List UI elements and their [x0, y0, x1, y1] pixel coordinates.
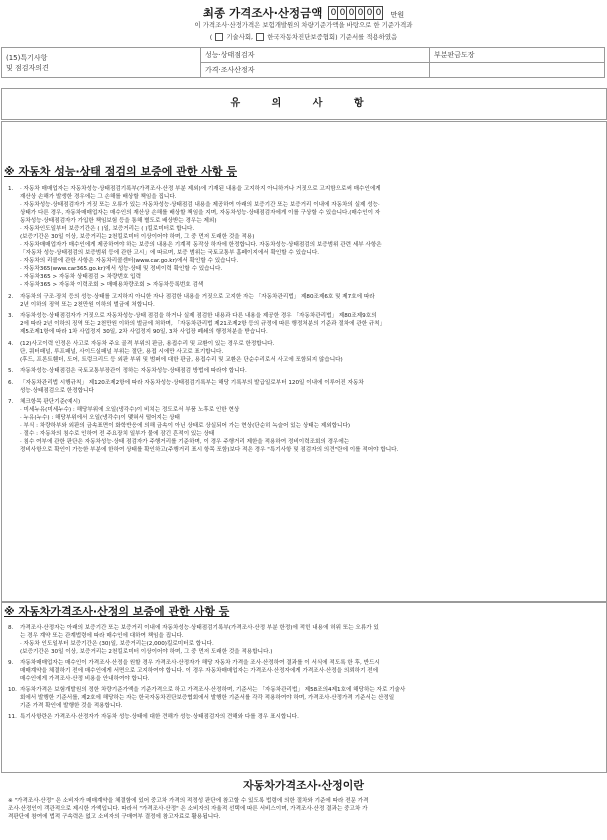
- price-digit[interactable]: 0: [337, 6, 347, 20]
- inspector-label: 성능·상태점검자: [201, 48, 430, 63]
- item-text-line: 회에서 발행한 기준서를, 제2호에 해당하는 자는 한국자동차진단보증협회에서 발행한 기준서를 각각 적용하여야 하며, 가격조사·산정가격 기준서는 산정일: [20, 695, 395, 701]
- notice-item: [8, 185, 602, 289]
- price-digit-boxes[interactable]: [329, 6, 383, 20]
- item-text-line: - 자동차365 > 자동차 이력조회 > 매매용차량조회 > 자동차등록번호 검색: [20, 282, 204, 288]
- notice-item: [8, 713, 602, 721]
- item-text-line: (12)사고이력 인정은 사고로 자동차 주요 골격 부위의 판금, 용접수리 및 교환이 있는 경우로 한정합니다.: [20, 340, 275, 347]
- item-text-line: 자동차가격은 보험개발원의 정한 차량기준가액을 기준가격으로 하고 가격조사·산정하며, 기준서는 「자동차관리법」 제58조의4제1호에 해당하는 자로 기술사: [20, 687, 406, 693]
- item-number: 6.: [8, 379, 14, 386]
- option-diagnosis-association: 한국자동차진단보증협회) 기준서를 적용하였음: [267, 33, 398, 41]
- item-text-line: · 자동차매매업자가 매수인에게 제공하여야 하는 보증의 내용은 기계적 동작상 하자에 한정합니다. 자동차성능·상태점검의 보증범위 관련 세부 사항은: [20, 242, 382, 248]
- section2-items: [8, 624, 602, 724]
- final-price-title: 최종 가격조사·산정금액: [202, 6, 323, 20]
- item-text-line: 매수인에게 가격조사·산정 비용을 안내하여야 합니다.: [20, 676, 150, 682]
- notice-item: [8, 659, 602, 683]
- item-text-line: · 자동차성능·상태점검자가 거짓 또는 오류가 있는 자동차성능·상태점검 내용을 제공하여 아래의 보증기간 또는 보증거리 이내에 자동차의 실제 성능·: [20, 202, 380, 208]
- item-number: 2.: [8, 293, 14, 300]
- notice-item: [8, 367, 602, 375]
- price-digit[interactable]: 0: [364, 6, 374, 20]
- price-unit: 만원: [390, 11, 405, 19]
- item-text-line: 체크항목 판단기준(예시): [20, 399, 81, 405]
- item-text-line: (보증기간은 30일 이상, 보증거리는 2천킬로미터 이상이어야 하며, 그 중 먼저 도래한 것을 적용합니다.): [20, 649, 273, 655]
- item-text-line: 정비사항으로 확인이 가능한 부분에 한하여 상태를 확인하고(주행거리 표시 항목 포함)보다 적은 경우 "특기사항 및 점검자의 의견"란에 이를 적어야 합니다.: [20, 447, 399, 453]
- item-text-line: 기준 가격 확인에 발행한 것을 적용합니다.: [20, 703, 123, 709]
- item-text-line: 특기사항란은 가격조사·산정자가 자동차 성능·상태에 대한 견해가 성능·상태점검자의 견해와 다를 경우 표시합니다.: [20, 714, 299, 720]
- item-number: 1.: [8, 186, 14, 192]
- price-digit[interactable]: 0: [346, 6, 356, 20]
- special-notes-label: (15)특기사항 및 점검자의견: [2, 48, 201, 78]
- item-text-line: · 자동차 매매업자는 자동차성능·상태점검기록부(가격조사·산정 부분 제외)에 기재된 내용을 고지하지 아니하거나 거짓으로 고지함으로써 매수인에게: [20, 186, 381, 192]
- item-text-line: 자동차성능·상태점검은 국토교통부장관이 정하는 자동차성능·상태점검 방법에 따라야 합니다.: [20, 368, 247, 374]
- item-text-line: · 자동차의 리콜에 관한 사항은 자동차리콜센터(www.car.go.kr)에서 확인할 수 있습니다.: [20, 258, 239, 264]
- appraiser-field[interactable]: [430, 63, 605, 78]
- item-text-line: 자동차매매업자는 매수인이 가격조사·산정을 원할 경우 가격조사·산정자가 해당 자동차 가격을 조사·산정하여 결과를 이 서식에 적도록 한 후, 반드시: [20, 660, 380, 666]
- item-text-line: · 미세누유(미세누수) : 해당부위에 오일(냉각수)이 비치는 정도로서 부품 노후로 인한 현상: [20, 407, 240, 413]
- item-text-line: 동차성능·상태점검자가 가입한 책임보험 등을 통해 별도로 배상받는 경우는 제외): [20, 218, 217, 224]
- notice-item: [8, 340, 602, 364]
- notice-item: [8, 379, 602, 395]
- definition-text-line: ※ "가격조사·산정" 은 소비자가 매매계약을 체결함에 있어 중고차 가격의 적정성 판단에 참고할 수 있도록 법령에 의한 절차와 기준에 따라 전문 가격: [8, 798, 369, 804]
- item-number: 7.: [8, 399, 14, 405]
- item-text-line: 자동차의 구조·장치 등의 성능·상태를 고지하지 아니한 자나 점검한 내용을 거짓으로 고지한 자는 「자동차관리법」 제80조제6호 및 제7호에 따라: [20, 293, 375, 300]
- item-text-line: 재산상 손해가 발생한 경우에는 그 손해를 배상할 책임을 집니다.: [20, 194, 177, 200]
- item-number: 8.: [8, 625, 14, 631]
- item-text-line: 2년 이하의 징역 또는 2천만원 이하의 벌금에 처합니다.: [20, 301, 155, 308]
- notice-item: [8, 293, 602, 309]
- notice-item: [8, 398, 602, 454]
- item-text-line: 성능·상태점검으로 한정합니다: [20, 387, 94, 394]
- item-text-line: · 자동차365(www.car365.go.kr)에서 성능·상태 및 정비이력 확인할 수 있습니다.: [20, 266, 223, 272]
- item-text-line: · 절수 : 자동차의 침수로 인하여 전 주요장치 일부가 물에 잠긴 흔적이 있는 상태: [20, 431, 215, 437]
- item-number: 9.: [8, 660, 14, 666]
- item-text-line: 「자동차 성능·상태점검의 보증범위 등에 관한 고시」에 따르며, 보증 범위는 국토교통부 홈페이지에서 확인할 수 있습니다.: [20, 250, 320, 256]
- item-text-line: (후드, 프론트휀더, 도어, 트렁크리드 등 외판 부위 및 범퍼에 대한 판금, 용접수리 및 교환은 단순수리로서 사고에 포함되지 않습니다): [20, 356, 343, 363]
- item-number: 4.: [8, 340, 14, 347]
- item-number: 3.: [8, 313, 14, 319]
- item-text-line: · 자동차 인도일부터 보증기간은 (30)일, 보증거리는(2,000)킬로미터로 합니다.: [20, 641, 214, 647]
- item-text-line: 「자동차관리법 시행규칙」 제120조제2항에 따라 자동차성능·상태점검기록부는 해당 기록부의 발급일로부터 120일 이내에 이루어진 자동차: [20, 379, 364, 386]
- item-number: 5.: [8, 368, 14, 374]
- item-text-line: · 자동차인도일부터 보증기간은 ( )일, 보증거리는 ( )킬로미터로 합니다.: [20, 226, 195, 232]
- appraisal-definition-text: [8, 797, 602, 821]
- item-number: 10.: [8, 687, 17, 693]
- section1-heading: ※ 자동차 성능·상태 점검의 보증에 관한 사항 등: [4, 165, 237, 178]
- definition-text-line: 격판단에 참여에 법적 구속력은 없고 소비자의 구매여부 결정에 참고자료로 활용됩니다.: [8, 814, 221, 820]
- item-text-line: - 자동차365 > 자동차 상태점검 > 차량번호 입력: [20, 274, 141, 280]
- price-digit[interactable]: 0: [373, 6, 383, 20]
- special-notes-table: [1, 47, 605, 78]
- definition-text-line: 조사·산정인이 객관적으로 제시한 가액입니다. 따라서 "가격조사·산정" 은 소비자의 자율적 선택에 따른 서비스이며, 가격조사·산정 결과는 중고차 가: [8, 806, 368, 812]
- checkbox-diagnosis-association[interactable]: [256, 33, 264, 41]
- item-text-line: · 침수 여부에 관한 판단은 자동차성능·상태 점검자가 주행거리를 기준하며, 이 경우 주행거리 제한을 적용하여 정비이력조회의 경우에는: [20, 439, 350, 445]
- item-text-line: 상태가 다른 경우, 자동차매매업자는 매수인의 재산상 손해를 배상할 책임을 지며, 자동차성능·상태점검자에게 이를 구상할 수 있습니다.(매수인이 자: [20, 210, 381, 216]
- section1-items: [8, 185, 602, 458]
- notice-item: [8, 686, 602, 710]
- notice-item: [8, 624, 602, 656]
- appraisal-definition-title: 자동차가격조사·산정이란: [242, 779, 365, 792]
- item-text-line: · 누유(누수) : 해당부위에서 오일(냉각수)이 맺혀서 떨어지는 상태: [20, 415, 180, 421]
- item-text-line: 자동차성능·상태점검자가 거짓으로 자동차성능·상태 점검을 하거나 실제 점검한 내용과 다른 내용을 제공한 경우 「자동차관리법」 제80조제9호의: [20, 313, 377, 319]
- final-price-header: [0, 2, 607, 21]
- item-number: 11.: [8, 714, 17, 720]
- price-digit[interactable]: 0: [328, 6, 338, 20]
- price-digit[interactable]: 0: [355, 6, 365, 20]
- notice-title: 유 의 사 항: [1, 88, 607, 120]
- item-text-line: 가격조사·산정자는 아래의 보증기간 또는 보증거리 이내에 자동차성능·상태점검기록부(가격조사·산정 부분 한정)에 적힌 내용에 허위 또는 오류가 있: [20, 625, 379, 631]
- item-text-line: 는 경우 계약 또는 관계법령에 따라 매수인에 대하여 책임을 집니다.: [20, 633, 184, 639]
- price-basis-note: 이 가격조사·산정가격은 보험개발원의 차량기준가액을 바탕으로 한 기준가격과: [194, 21, 413, 29]
- partial-paint-label: 부분판금도장: [430, 48, 605, 63]
- section2-heading: ※ 자동차가격조사·산정의 보증에 관한 사항 등: [4, 605, 230, 618]
- option-engineers-association: 기술사회,: [226, 33, 254, 41]
- item-text-line: 매매계약을 체결하기 전에 매수인에게 서면으로 고지하여야 합니다. 이 경우 자동차매매업자는 가격조사·산정자에게 가격조사·산정을 의뢰하기 전에: [20, 668, 379, 674]
- item-text-line: · 부식 : 차량하부와 외판의 금속표면이 화학반응에 의해 금속이 아닌 상태로 상실되어 가는 현상(단순히 녹슬어 있는 상태는 제외합니다): [20, 423, 351, 429]
- appraiser-label: 가격·조사산정자: [201, 63, 430, 78]
- checkbox-engineers-association[interactable]: [215, 33, 223, 41]
- item-text-line: (보증기간은 30일 이상, 보증거리는 2천킬로미터 이상이어야 하며, 그 중 먼저 도래한 것을 적용): [20, 234, 255, 240]
- item-text-line: 단, 쿼터패널, 루프패널, 사이드실패널 부위는 절단, 용접 시에만 사고로 표기합니다.: [20, 348, 224, 355]
- standard-selection: ( 기술사회, 한국자동차진단보증협회) 기준서를 적용하였음: [209, 33, 398, 41]
- item-text-line: 제5조제1항에 따라 1차 사업정지 30일, 2차 사업정지 90일, 3차 사업장 폐쇄의 행정처분을 받습니다.: [20, 329, 268, 335]
- item-text-line: 2에 따라 2년 이하의 징역 또는 2천만원 이하의 벌금에 처하며, 「자동차관리법 제21조제2항 등의 규정에 따른 행정처분의 기준과 절차에 관한 규칙」: [20, 321, 386, 327]
- notice-item: [8, 312, 602, 336]
